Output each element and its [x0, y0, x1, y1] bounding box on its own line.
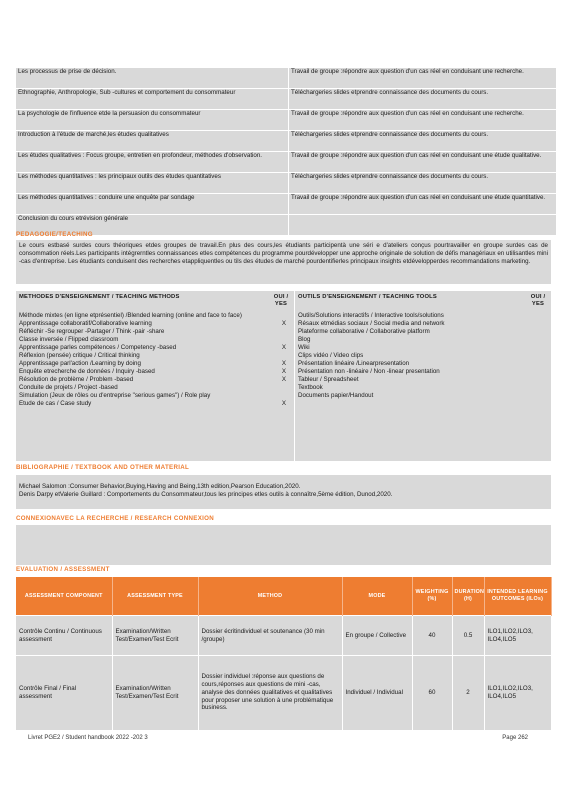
course-topic: Les méthodes quantitatives : les principaux outils des études quantitatives — [16, 173, 289, 194]
yes-mark — [534, 368, 548, 376]
item-label: Blog — [298, 336, 311, 343]
teaching-tool-item — [298, 368, 548, 376]
item-label: Apprentissage parl'action /Learning by doing — [19, 360, 141, 367]
item-label: Apprentissage collaboratif/Collaborative learning — [19, 320, 152, 327]
assessment-weighting-cell: 40 — [412, 616, 452, 656]
course-activity: Téléchargeries slides etprendre connaissance des documents du cours. — [289, 173, 557, 194]
footer-handbook-label: Livret PGE2 / Student handbook 2022 -202 3 — [28, 735, 148, 741]
pedagogy-heading: PEDAGOGIE/TEACHING — [16, 231, 93, 238]
assessment-duration-cell: 0.5 — [452, 616, 484, 656]
teaching-method-item — [19, 392, 291, 400]
yes-mark: X — [281, 344, 287, 351]
duration-header: DURATION (H) — [452, 577, 484, 616]
teaching-tool-item — [298, 312, 548, 320]
teaching-method-item — [19, 360, 291, 368]
item-label: Résolution de problème / Problem -based — [19, 376, 134, 383]
course-activity: Travail de groupe :répondre aux question d'un cas réel en conduisant une recherche. — [289, 68, 557, 89]
page-footer — [28, 735, 528, 743]
item-label: Présentation non -linéaire / Non -linear presentation — [298, 368, 440, 375]
yes-mark — [534, 328, 548, 336]
assessment-row — [16, 656, 551, 730]
yes-mark — [277, 352, 291, 360]
research-connexion-heading: CONNEXIONAVEC LA RECHERCHE / RESEARCH CONNEXION — [16, 515, 215, 522]
yes-mark — [534, 376, 548, 384]
course-row — [16, 110, 556, 131]
assessment-method-cell: Dossier écritindividuel et soutenance (30 min /groupe) — [198, 616, 342, 656]
teaching-methods-column — [19, 294, 291, 408]
teaching-method-item — [19, 368, 291, 376]
assessment-duration-cell: 2 — [452, 656, 484, 730]
course-topic: Les méthodes quantitatives : conduire une enquête par sondage — [16, 194, 289, 215]
course-row — [16, 89, 556, 110]
assessment-type-cell: Examination/Written Test/Examen/Test Ecrit — [112, 656, 198, 730]
item-label: Classe inversée / Flipped classroom — [19, 336, 119, 343]
teaching-tool-item — [298, 320, 548, 328]
teaching-method-item — [19, 320, 291, 328]
pedagogy-text: Le cours estbasé surdes cours théoriques etdes groupes de travail.En plus des cours,les étudiants participentà une séri e d'ateliers conçus pourtravailler en groupe surdes cas de consommation réels.Les participants intégrerntles connaissances etles compétences du programme pourdévelopper une approche originale de solution de défis managériaux en utilisantles mini -cas d'entreprise. Les étudiants conduisent des recherches etappliquentles ou tils des études de marché pourdentifierles principaux insights etdévelopperdes recommandations marketing. — [16, 240, 551, 284]
teaching-method-item — [19, 328, 291, 336]
course-row — [16, 131, 556, 152]
assessment-type-header: ASSESSMENT TYPE — [112, 577, 198, 616]
assessment-component-cell: Contrôle Final / Final assessment — [16, 656, 112, 730]
item-label: Conduite de projets / Project -based — [19, 384, 118, 391]
yes-mark — [277, 336, 291, 344]
bibliography-heading: BIBLIOGRAPHIE / TEXTBOOK AND OTHER MATERIAL — [16, 464, 190, 471]
yes-mark: X — [281, 360, 287, 367]
yes-mark — [277, 392, 291, 400]
assessment-mode-cell: Individuel / Individual — [342, 656, 412, 730]
yes-mark — [277, 384, 291, 392]
course-row — [16, 173, 556, 194]
column-divider — [294, 291, 295, 461]
course-row — [16, 68, 556, 89]
assessment-row — [16, 616, 551, 656]
course-activity: Travail de groupe :répondre aux question d'un cas réel en conduisant une recherche. — [289, 110, 557, 131]
course-topic: Ethnographie, Anthropologie, Sub -cultures et comportement du consommateur — [16, 89, 289, 110]
course-topic: Les études qualitatives : Focus groupe, entretien en profondeur, méthodes d'observation. — [16, 152, 289, 173]
item-label: Clips vidéo / Video clips — [298, 352, 364, 359]
course-activity: Travail de groupe :répondre aux question d'un cas réel en conduisant une étude qualitative. — [289, 152, 557, 173]
assessment-ilos-cell: ILO1,ILO2,ILO3, ILO4,ILO5 — [484, 616, 551, 656]
oui-yes-header-tools: OUI / YES — [530, 294, 546, 308]
item-label: Réflexion (pensée) critique / Critical thinking — [19, 352, 140, 359]
teaching-tools-column — [298, 294, 548, 400]
item-label: Wiki — [298, 344, 310, 351]
teaching-method-item — [19, 336, 291, 344]
method-header: METHOD — [198, 577, 342, 616]
teaching-method-item — [19, 400, 291, 408]
evaluation-heading: EVALUATION / ASSESSMENT — [16, 566, 110, 573]
course-row — [16, 215, 556, 236]
yes-mark — [277, 312, 291, 320]
assessment-ilos-cell: ILO1,ILO2,ILO3, ILO4,ILO5 — [484, 656, 551, 730]
teaching-tool-item — [298, 328, 548, 336]
yes-mark — [534, 360, 548, 368]
bibliography-entry-1: Michael Salomon :Consumer Behavior,Buying,Having and Being,13th edition,Pearson Education,2020. — [19, 483, 301, 490]
assessment-type-cell: Examination/Written Test/Examen/Test Ecrit — [112, 616, 198, 656]
course-activity: Téléchargeries slides etprendre connaissance des documents du cours. — [289, 131, 557, 152]
course-sessions-table — [16, 68, 556, 236]
teaching-tool-item — [298, 376, 548, 384]
teaching-method-item — [19, 344, 291, 352]
yes-mark — [534, 392, 548, 400]
item-label: Etude de cas / Case study — [19, 400, 92, 407]
item-label: Tableur / Spreadsheet — [298, 376, 359, 383]
assessment-component-header: ASSESSMENT COMPONENT — [16, 577, 112, 616]
teaching-method-item — [19, 376, 291, 384]
assessment-method-cell: Dossier individuel :réponse aux questions de cours,réponses aux questions de mini -cas, analyse des données qualitatives et qualitatives pour proposer une solution à une problématique business. — [198, 656, 342, 730]
course-topic: Les processus de prise de décision. — [16, 68, 289, 89]
teaching-methods-header: METHODES D'ENSEIGNEMENT / TEACHING METHODS — [19, 294, 180, 300]
yes-mark: X — [281, 400, 287, 407]
item-label: Réfléchir -Se regrouper -Partager / Think -pair -share — [19, 328, 165, 335]
teaching-tool-item — [298, 360, 548, 368]
item-label: Résaux etmédias sociaux / Social media and network — [298, 320, 445, 327]
teaching-method-item — [19, 384, 291, 392]
research-connexion-box — [16, 525, 551, 565]
yes-mark: X — [281, 368, 287, 375]
page-number: Page 262 — [502, 735, 528, 741]
course-activity: Téléchargeries slides etprendre connaissance des documents du cours. — [289, 89, 557, 110]
assessment-table — [16, 577, 552, 730]
yes-mark — [534, 352, 548, 360]
course-topic: Introduction à l'étude de marché,les études qualitatives — [16, 131, 289, 152]
course-activity: Travail de groupe :répondre aux question d'un cas réel en conduisant une étude quantitative. — [289, 194, 557, 215]
assessment-weighting-cell: 60 — [412, 656, 452, 730]
weighting-header: WEIGHTING (%) — [412, 577, 452, 616]
item-label: Présentation linéaire /Linearpresentation — [298, 360, 410, 367]
item-label: Méthode mixtes (en ligne etprésentiel) /Blended learning (online and face to face) — [19, 312, 242, 319]
yes-mark — [534, 344, 548, 352]
item-label: Plateforme collaborative / Collaborative platform — [298, 328, 430, 335]
item-label: Simulation (Jeux de rôles ou d'entreprise "serious games") / Role play — [19, 392, 211, 399]
yes-mark — [534, 336, 548, 344]
bibliography-box — [16, 475, 551, 509]
teaching-tool-item — [298, 352, 548, 360]
item-label: Outils/Solutions interactifs / Interactive tools/solutions — [298, 312, 444, 319]
yes-mark — [277, 328, 291, 336]
teaching-tool-item — [298, 336, 548, 344]
item-label: Apprentissage parles compétences / Competency -based — [19, 344, 177, 351]
teaching-tools-header: OUTILS D'ENSEIGNEMENT / TEACHING TOOLS — [298, 294, 437, 300]
assessment-mode-cell: En groupe / Collective — [342, 616, 412, 656]
assessment-component-cell: Contrôle Continu / Continuous assessment — [16, 616, 112, 656]
oui-yes-header: OUI / YES — [273, 294, 289, 308]
bibliography-entry-2: Denis Darpy etValerie Guillard : Comportements du Consommateur,tous les principes etles outils à connaître,5ème édition, Dunod,2020. — [19, 490, 393, 498]
course-activity — [289, 215, 557, 236]
teaching-methods-box — [16, 291, 551, 461]
yes-mark — [534, 312, 548, 320]
teaching-method-item — [19, 352, 291, 360]
yes-mark: X — [281, 320, 287, 327]
ilos-header: INTENDED LEARNING OUTCOMES (ILOs) — [484, 577, 551, 616]
yes-mark — [534, 320, 548, 328]
course-topic: Conclusion du cours etrévision générale — [16, 215, 289, 236]
course-row — [16, 152, 556, 173]
yes-mark: X — [281, 376, 287, 383]
course-topic: La psychologie de l'influence etde la persuasion du consommateur — [16, 110, 289, 131]
mode-header: MODE — [342, 577, 412, 616]
course-row — [16, 194, 556, 215]
item-label: Enquête etrecherche de données / Inquiry -based — [19, 368, 155, 375]
item-label: Textbook — [298, 384, 323, 391]
teaching-method-item — [19, 312, 291, 320]
teaching-tool-item — [298, 384, 548, 392]
teaching-tool-item — [298, 392, 548, 400]
teaching-tool-item — [298, 344, 548, 352]
yes-mark — [534, 384, 548, 392]
item-label: Documents papier/Handout — [298, 392, 374, 399]
